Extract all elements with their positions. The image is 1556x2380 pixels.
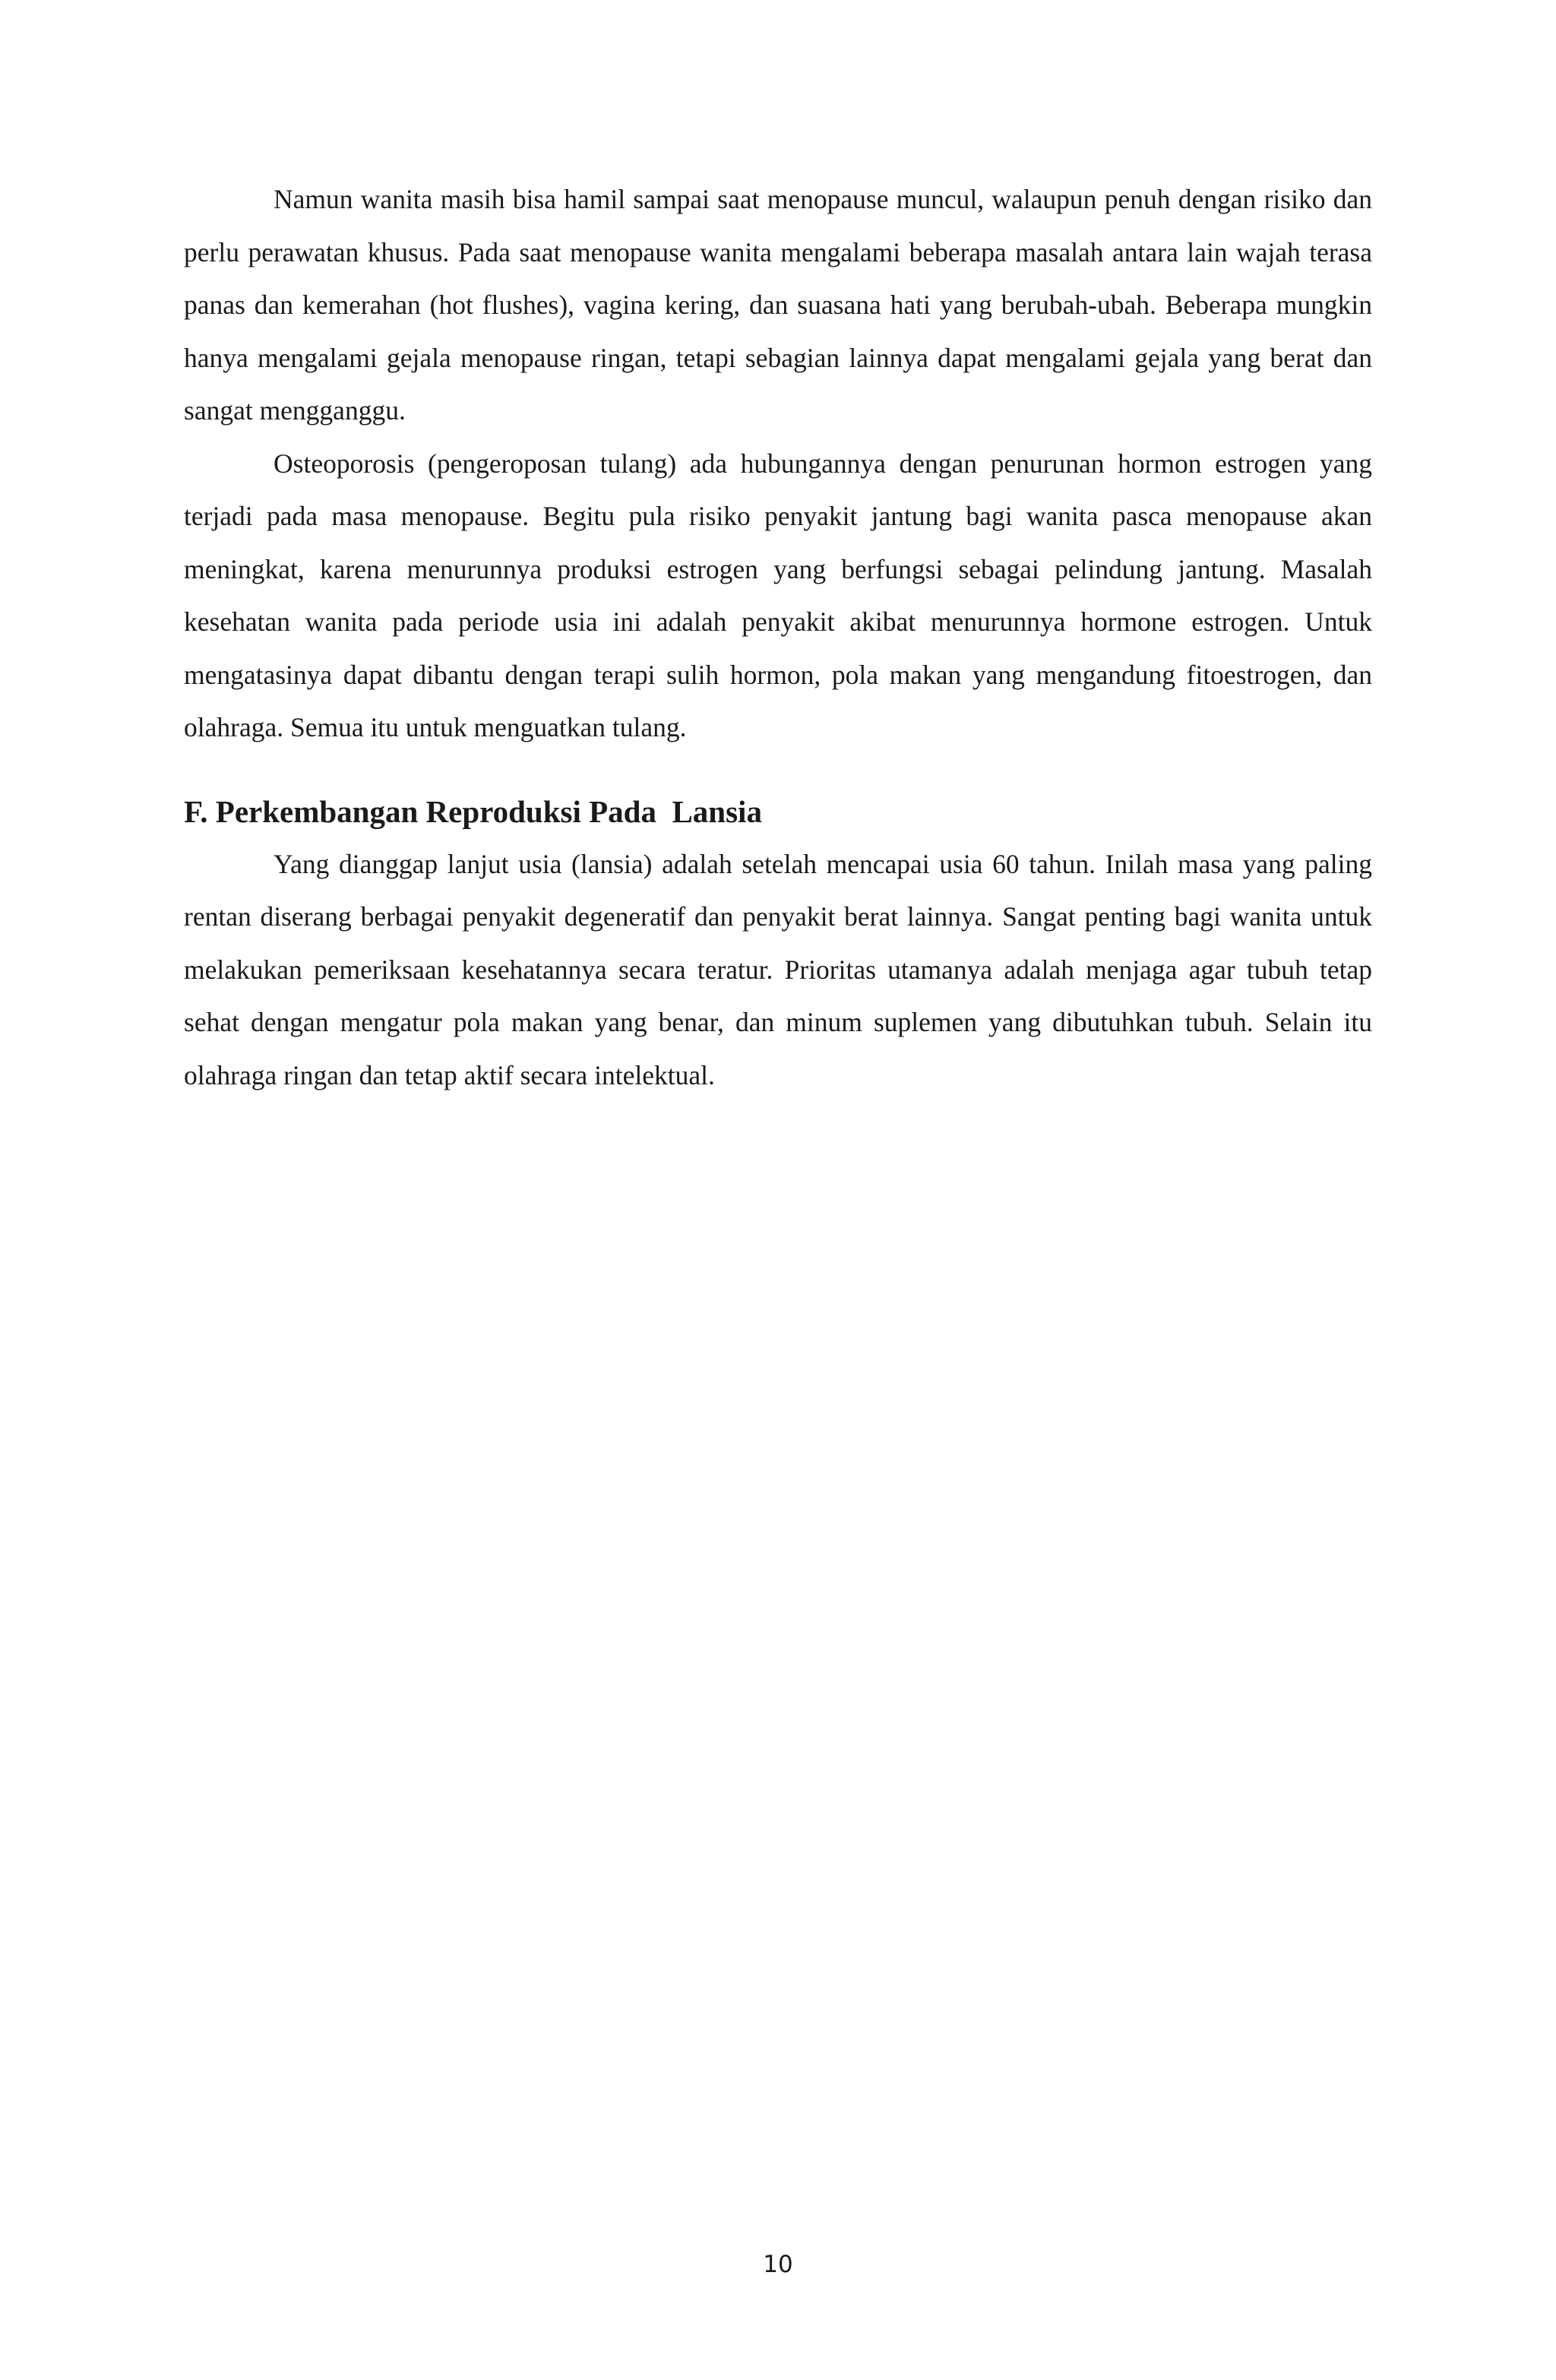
paragraph-lansia: Yang dianggap lanjut usia (lansia) adalah setelah mencapai usia 60 tahun. Inilah masa yang paling rentan diserang berbagai penyakit degeneratif dan penyakit berat lainnya. Sangat penting bagi wanita untuk melakukan pemeriksaan kesehatannya secara teratur. Prioritas utamanya adalah menjaga agar tubuh tetap sehat dengan mengatur pola makan yang benar, dan minum suplemen yang dibutuhkan tubuh. Selain itu olahraga ringan dan tetap aktif secara intelektual. — [184, 848, 1372, 1090]
document-page — [184, 173, 1372, 1102]
page-number: 10 — [763, 2251, 793, 2278]
section-heading-lansia: F. Perkembangan Reproduksi Pada Lansia — [184, 793, 762, 829]
paragraph-menopause-risks: Namun wanita masih bisa hamil sampai saat menopause muncul, walaupun penuh dengan risiko dan perlu perawatan khusus. Pada saat menopause wanita mengalami beberapa masalah antara lain wajah terasa panas dan kemerahan (hot flushes), vagina kering, dan suasana hati yang berubah-ubah. Beberapa mungkin hanya mengalami gejala menopause ringan, tetapi sebagian lainnya dapat mengalami gejala yang berat dan sangat mengganggu. — [184, 184, 1372, 426]
paragraph-osteoporosis: Osteoporosis (pengeroposan tulang) ada hubungannya dengan penurunan hormon estrogen yang terjadi pada masa menopause. Begitu pula risiko penyakit jantung bagi wanita pasca menopause akan meningkat, karena menurunnya produksi estrogen yang berfungsi sebagai pelindung jantung. Masalah kesehatan wanita pada periode usia ini adalah penyakit akibat menurunnya hormone estrogen. Untuk mengatasinya dapat dibantu dengan terapi sulih hormon, pola makan yang mengandung fitoestrogen, dan olahraga. Semua itu untuk menguatkan tulang. — [184, 448, 1372, 742]
